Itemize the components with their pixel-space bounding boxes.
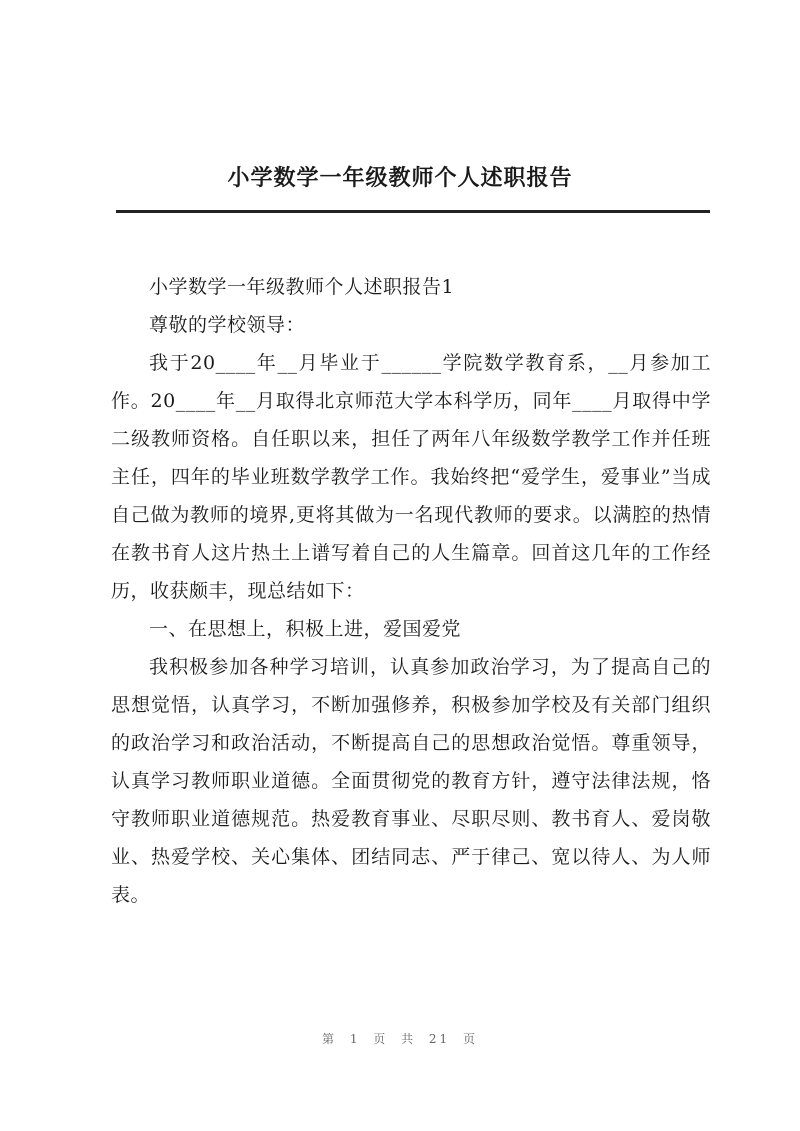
document-body [111,268,711,914]
page-number-footer: 第 1 页 共 21 页 [322,1032,478,1046]
salutation: 尊敬的学校领导： [149,314,306,336]
page-title: 小学数学一年级教师个人述职报告 [227,165,573,191]
section-heading-1: 一、在思想上，积极上进，爱国爱党 [149,618,462,640]
section-1-paragraph: 我积极参加各种学习培训，认真参加政治学习，为了提高自己的思想觉悟，认真学习，不断加强修养，积极参加学校及有关部门组织的政治学习和政治活动，不断提高自己的思想政治觉悟。尊重领导，认真学习教师职业道德。全面贯彻党的教育方针，遵守法律法规，恪守教师职业道德规范。热爱教育事业、尽职尽则、教书育人、爱岗敬业、热爱学校、关心集体、团结同志、严于律己、宽以待人、为人师表。 [111,656,711,906]
report-heading: 小学数学一年级教师个人述职报告1 [149,276,455,298]
title-divider [116,210,710,213]
intro-paragraph: 我于20____年__月毕业于______学院数学教育系，__月参加工作。20____年__月取得北京师范大学本科学历，同年____月取得中学二级教师资格。自任职以来，担任了两年八年级数学教学工作并任班主任，四年的毕业班数学教学工作。我始终把“爱学生，爱事业”当成自己做为教师的境界,更将其做为一名现代教师的要求。以满腔的热情在教书育人这片热土上谱写着自己的人生篇章。回首这几年的工作经历，收获颇丰，现总结如下： [111,352,711,602]
